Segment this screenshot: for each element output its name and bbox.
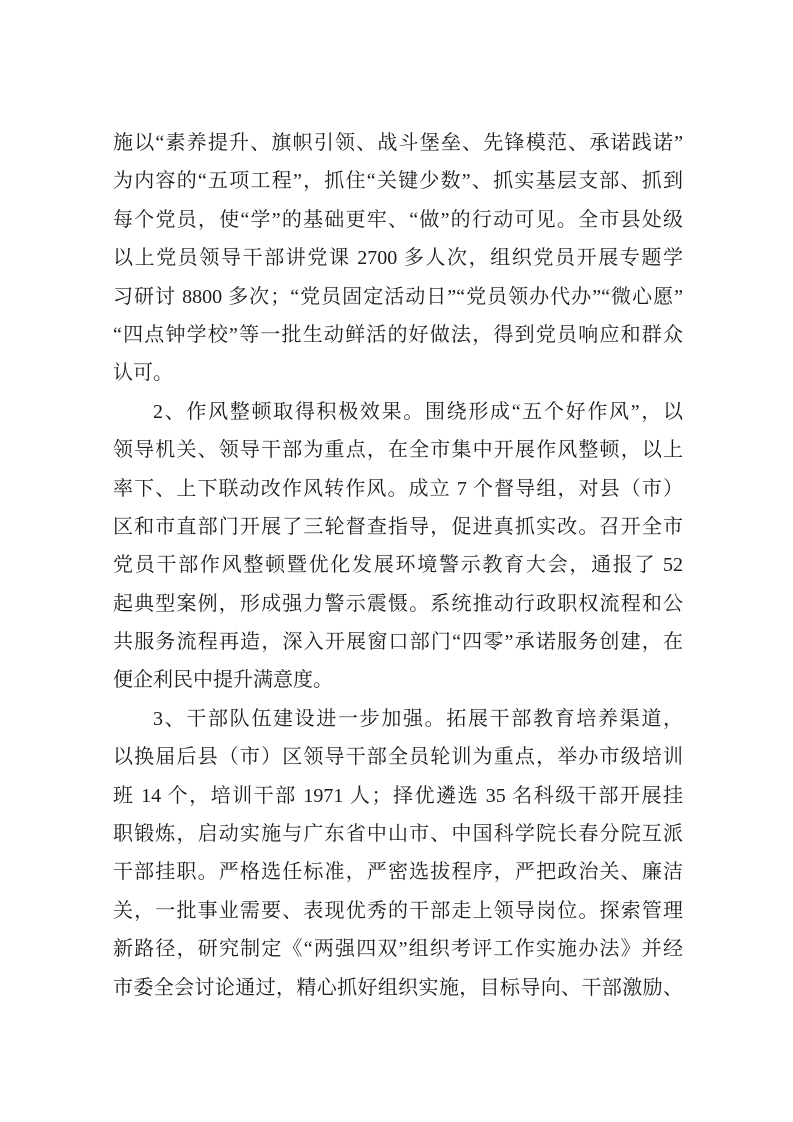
text-line: 市委全会讨论通过，精心抓好组织实施，目标导向、干部激励、 (113, 976, 683, 999)
text-line: 干部挂职。严格选任标准，严密选拔程序，严把政治关、廉洁 (113, 861, 683, 884)
text-line: 每个党员，使“学”的基础更牢、“做”的行动可见。全市县处级 (113, 208, 683, 231)
text-line: 区和市直部门开展了三轮督查指导，促进真抓实改。召开全市 (113, 515, 683, 538)
text-line: 为内容的“五项工程”，抓住“关键少数”、抓实基层支部、抓到 (113, 170, 683, 193)
text-line: “四点钟学校”等一批生动鲜活的好做法，得到党员响应和群众 (113, 323, 683, 346)
text-line: 率下、上下联动改作风转作风。成立 7 个督导组，对县（市） (113, 477, 683, 500)
text-line: 关，一批事业需要、表现优秀的干部走上领导岗位。探索管理 (113, 899, 683, 922)
text-line: 起典型案例，形成强力警示震慑。系统推动行政职权流程和公 (113, 592, 683, 615)
text-line: 党员干部作风整顿暨优化发展环境警示教育大会，通报了 52 (113, 554, 683, 577)
text-line: 领导机关、领导干部为重点，在全市集中开展作风整顿，以上 (113, 439, 683, 462)
paragraph-3 (113, 700, 683, 1007)
text-line: 职锻炼，启动实施与广东省中山市、中国科学院长春分院互派 (113, 823, 683, 846)
text-line: 新路径，研究制定《“两强四双”组织考评工作实施办法》并经 (113, 938, 683, 961)
paragraph-1 (113, 124, 683, 393)
text-line: 认可。 (113, 362, 173, 385)
text-line: 以上党员领导干部讲党课 2700 多人次，组织党员开展专题学 (113, 247, 683, 270)
text-line: 共服务流程再造，深入开展窗口部门“四零”承诺服务创建，在 (113, 631, 683, 654)
document-body (113, 124, 683, 1007)
text-line: 3、干部队伍建设进一步加强。拓展干部教育培养渠道， (153, 707, 683, 730)
text-line: 2、作风整顿取得积极效果。围绕形成“五个好作风”，以 (153, 400, 683, 423)
text-line: 便企利民中提升满意度。 (113, 669, 333, 692)
text-line: 习研讨 8800 多次；“党员固定活动日”“党员领办代办”“微心愿” (113, 285, 683, 308)
paragraph-2 (113, 393, 683, 700)
text-line: 班 14 个，培训干部 1971 人；择优遴选 35 名科级干部开展挂 (113, 784, 683, 807)
text-line: 施以“素养提升、旗帜引领、战斗堡垒、先锋模范、承诺践诺” (113, 132, 683, 154)
text-line: 以换届后县（市）区领导干部全员轮训为重点，举办市级培训 (113, 746, 683, 769)
